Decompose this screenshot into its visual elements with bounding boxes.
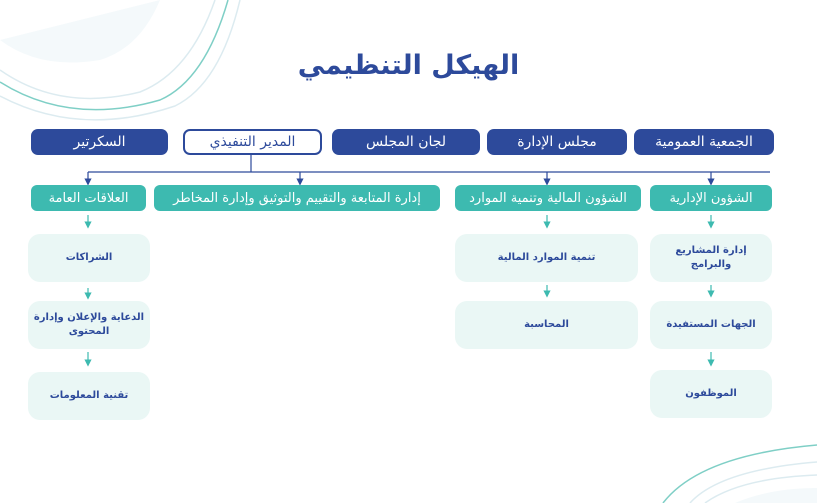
unit-employees: الموظفون [650, 370, 772, 418]
box-executive-director: المدير التنفيذي [183, 129, 322, 155]
dept-monitoring: إدارة المتابعة والتقييم والتوثيق وإدارة المخاطر [154, 185, 440, 211]
unit-financial-resources: تنمية الموارد المالية [455, 234, 638, 282]
dept-admin-affairs: الشؤون الإدارية [650, 185, 772, 211]
dept-public-relations: العلاقات العامة [31, 185, 146, 211]
unit-accounting: المحاسبة [455, 301, 638, 349]
box-general-assembly: الجمعية العمومية [634, 129, 774, 155]
dept-finance: الشؤون المالية وتنمية الموارد [455, 185, 641, 211]
unit-information-technology: تقنية المعلومات [28, 372, 150, 420]
box-secretary: السكرتير [31, 129, 168, 155]
box-board: مجلس الإدارة [487, 129, 627, 155]
unit-projects-programs: إدارة المشاريع والبرامج [650, 234, 772, 282]
chart-title: الهيكل التنظيمي [297, 50, 520, 81]
unit-advertising-content: الدعاية والإعلان وإدارة المحتوى [28, 301, 150, 349]
unit-partnerships: الشراكات [28, 234, 150, 282]
box-committees: لجان المجلس [332, 129, 480, 155]
unit-beneficiaries: الجهات المستفيدة [650, 301, 772, 349]
